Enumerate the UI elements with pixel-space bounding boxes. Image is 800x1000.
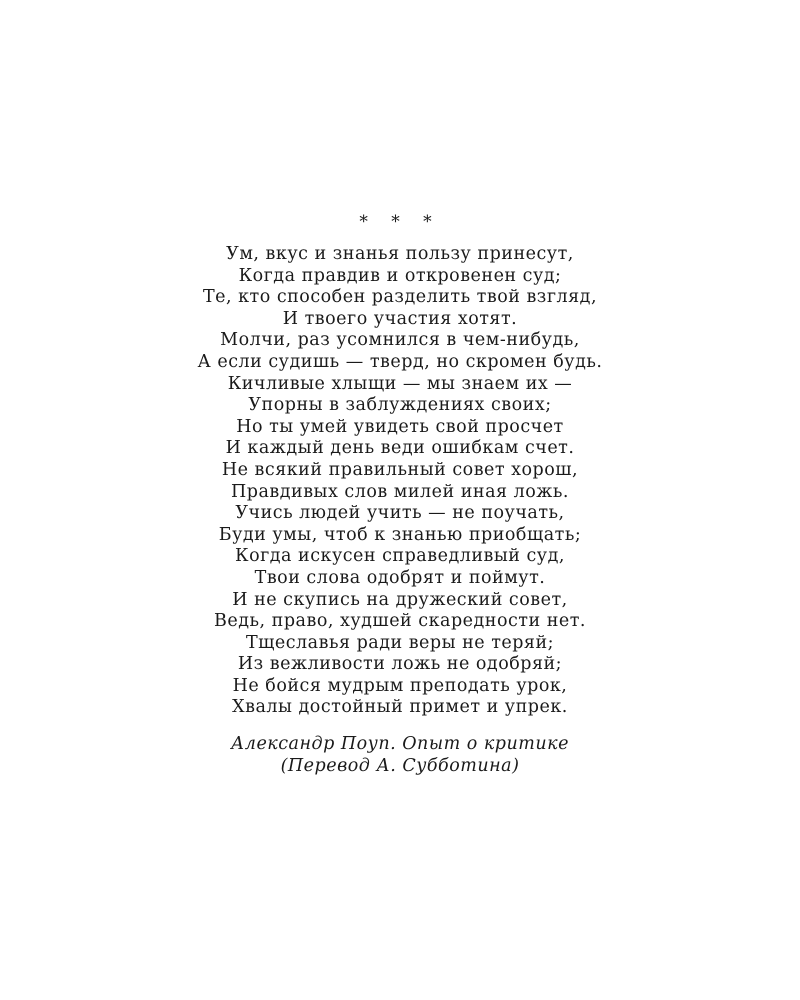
poem-line: Из вежливости ложь не одобряй; [237,654,563,675]
poem-line: Ведь, право, худшей скаредности нет. [214,611,586,632]
poem-line: Тщеславья ради веры не теряй; [245,632,555,653]
poem-line: Правдивых слов милей иная ложь. [231,481,569,502]
poem-line: Кичливые хлыщи — мы знаем их — [227,373,573,394]
poem-text [0,244,800,719]
attribution-translator: (Перевод А. Субботина) [280,756,520,776]
poem-line: Твои слова одобрят и поймут. [254,567,546,588]
poem-line: А если судишь — тверд, но скромен будь. [197,351,603,372]
poem-line: И не скупись на дружеский совет, [232,589,568,610]
poem-line: Упорны в заблуждениях своих; [248,395,552,416]
poem-line: Но ты умей увидеть свой просчет [236,416,564,437]
poem-line: Не всякий правильный совет хорош, [221,459,579,480]
poem-line: Те, кто способен разделить твой взгляд, [202,287,598,308]
attribution-source: Александр Поуп. Опыт о критике [231,734,569,754]
poem-line: Хвалы достойный примет и упрек. [232,697,568,718]
poem-line: Когда правдив и откровенен суд; [238,265,562,286]
poem-line: Учись людей учить — не поучать, [235,503,565,524]
poem-line: Ум, вкус и знанья пользу принесут, [226,244,574,264]
poem-line: Не бойся мудрым преподать урок, [232,675,568,696]
poem-line: Когда искусен справедливый суд, [235,546,565,567]
poem-line: И каждый день веди ошибкам счет. [225,438,575,459]
attribution [0,733,800,777]
poem-line: И твоего участия хотят. [282,308,518,329]
asterism-divider: * * * [359,212,441,232]
poem-line: Буди умы, чтоб к знанью приобщать; [218,524,582,545]
poem-line: Молчи, раз усомнился в чем-нибудь, [220,330,580,351]
